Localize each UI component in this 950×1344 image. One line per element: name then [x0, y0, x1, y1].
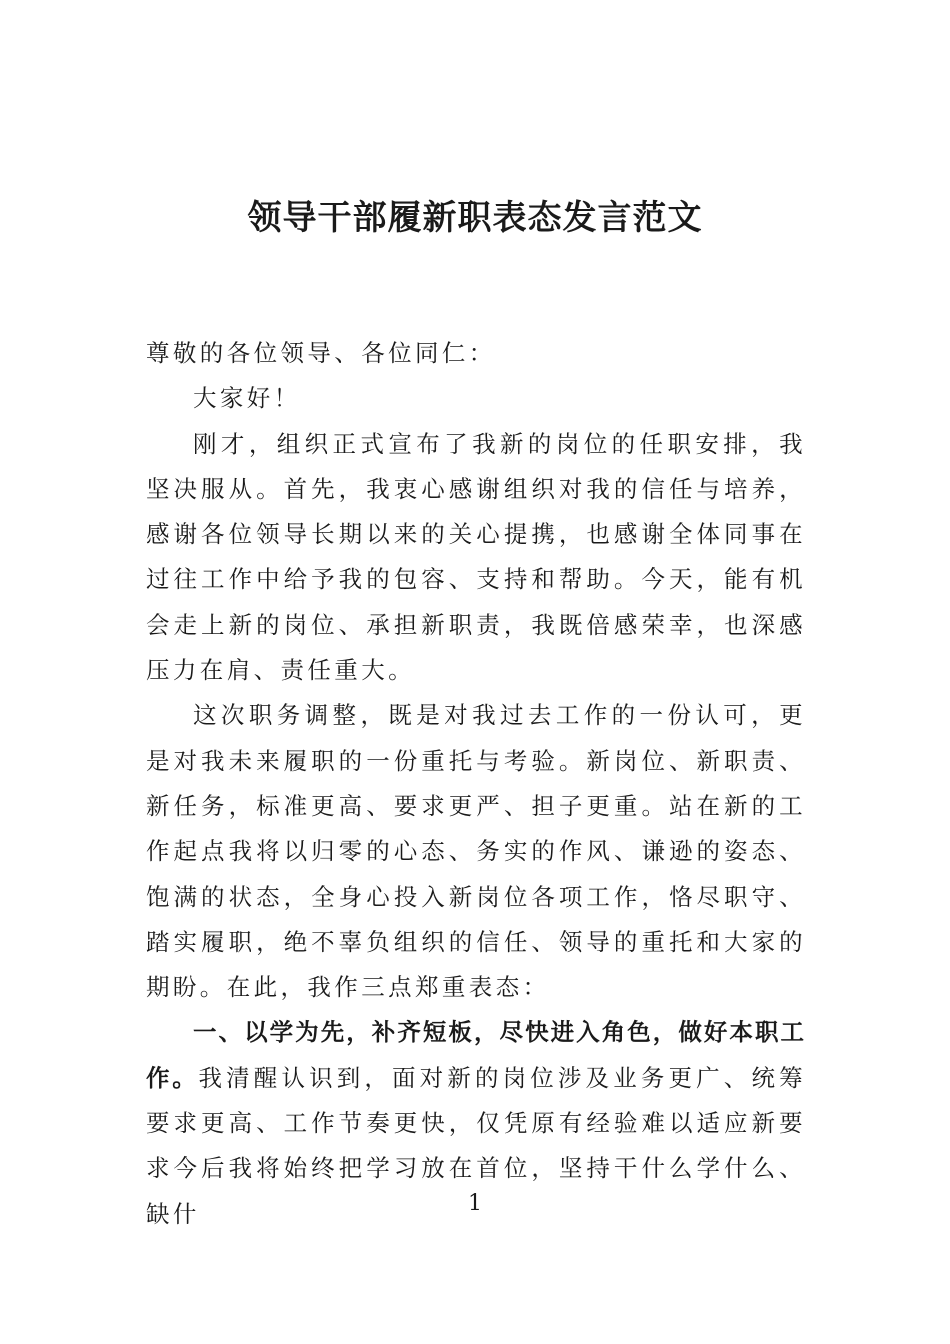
- paragraph-1: 刚才，组织正式宣布了我新的岗位的任职安排，我坚决服从。首先，我衷心感谢组织对我的信任与培养，感谢各位领导长期以来的关心提携，也感谢全体同事在过往工作中给予我的包容、支持和帮助。今天，能有机会走上新的岗位、承担新职责，我既倍感荣幸，也深感压力在肩、责任重大。: [146, 429, 806, 685]
- page-number: 1: [468, 1191, 482, 1216]
- paragraph-2: 这次职务调整，既是对我过去工作的一份认可，更是对我未来履职的一份重托与考验。新岗位、新职责、新任务，标准更高、要求更严、担子更重。站在新的工作起点我将以归零的心态、务实的作风、谦逊的姿态、饱满的状态，全身心投入新岗位各项工作，恪尽职守、踏实履职，绝不辜负组织的信任、领导的重托和大家的期盼。在此，我作三点郑重表态：: [146, 701, 806, 1002]
- salutation: 尊敬的各位领导、各位同仁：: [146, 339, 496, 367]
- document-title: 领导干部履新职表态发言范文: [247, 198, 703, 238]
- greeting: 大家好！: [193, 384, 301, 413]
- document-body: [146, 331, 806, 1237]
- point-1-heading: 一、以学为先，补齐短板，尽快进入角色，做好本职工作。: [146, 1018, 806, 1092]
- point-1-text: 我清醒认识到，面对新的岗位涉及业务更广、统筹要求更高、工作节奏更快，仅凭原有经验难以适应新要求今后我将始终把学习放在首位，坚持干什么学什么、缺什: [146, 1063, 806, 1228]
